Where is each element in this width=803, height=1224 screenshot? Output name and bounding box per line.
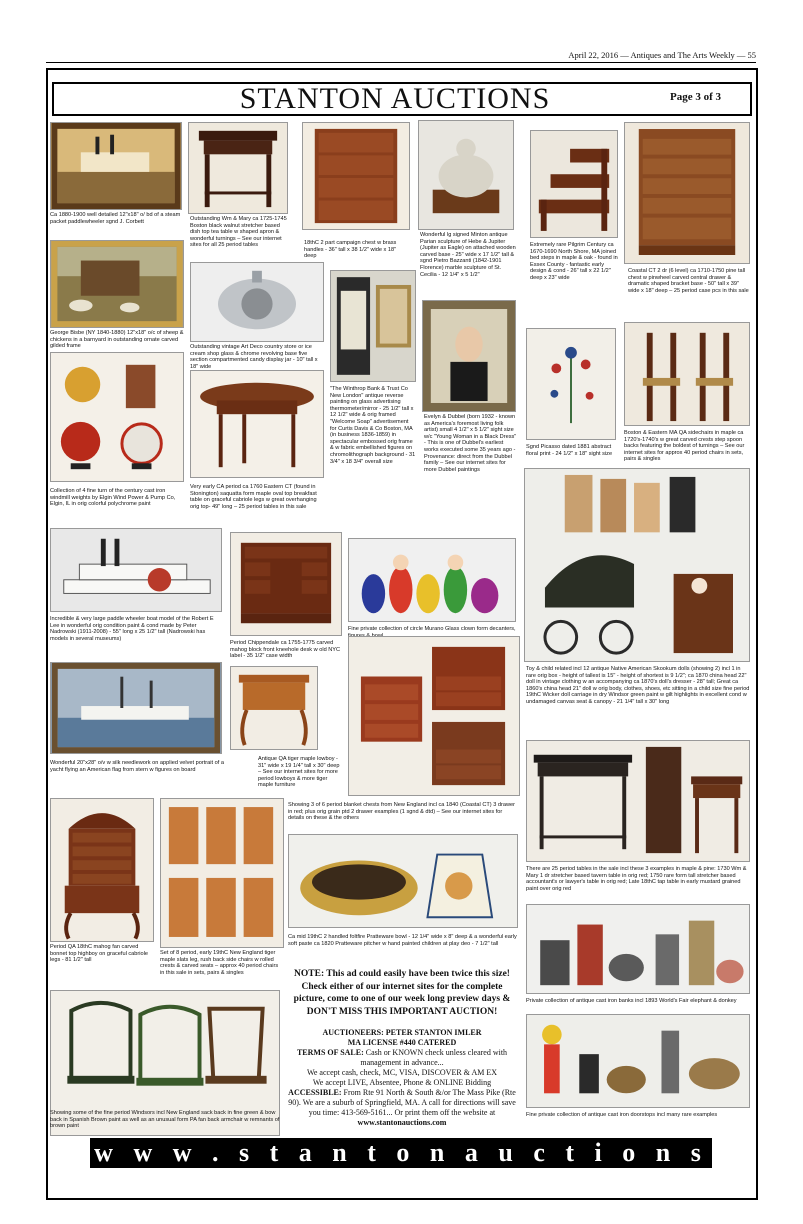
photo-highboy [50, 798, 154, 942]
caption-rush-chairs: Set of 8 period, early 19thC New England tiger maple slats leg, rush back side chairs w rolled crests & carved seats – approx 40 period chairs in this sale in sets, pairs & singles [160, 950, 279, 976]
caption-tavern-table: There are 25 period tables in the sale incl these 3 examples in maple & pine: 1730 Wm & Mary 1 dr stretcher based tavern table in orig red; 1750 rare form tall stretcher based accountant's or lawyer's table in orig red; Late 18thC tap table in early mustard grained paint over orig red [526, 866, 747, 892]
license-line: MA LICENSE #440 CATERED [347, 1038, 457, 1047]
caption-pottery: Ca mid 19thC 2 handled foltfire Pratteware bowl - 12 1/4" wide x 8" deep & a wonderful early soft paste ca 1820 Pratteware pitcher w hand painted children at play deo - 7 1/2" tall [288, 934, 517, 947]
caption-blanket-chests: Showing 3 of 6 period blanket chests from New England incl ca 1840 (Coastal CT) 3 drawer in red; plus orig grain ptd 2 drawer examples (1 sgnd & dtd) – See our internet sites for details on these & the others [288, 802, 515, 822]
photo-sidechairs [624, 322, 750, 426]
photo-riverboat-model [50, 528, 222, 612]
caption-riverboat-model: Incredible & very large paddle wheeler boat model of the Robert E Lee in wonderful orig condition paint & cond made by Peter Nadrowski (1911-2008) - 55" long x 25 1/2" tall (Nadrowski has models in several museums) [50, 616, 214, 642]
footer-website-banner[interactable]: w w w . s t a n t o n a u c t i o n s . c o m [90, 1138, 712, 1168]
caption-fraktur: Sgnd Picasso dated 1881 abstract floral print - 24 1/2" x 18" sight size [526, 444, 613, 457]
photo-pottery [288, 834, 518, 928]
access-text: From Rte 91 North & South &/or The Mass Pike (Rte 90). We are a suburb of Springfield, MA. A call for directions will save you time: 413-569-5161... Or print them off the website at [288, 1088, 516, 1117]
header-rule [46, 62, 756, 63]
terms-line [288, 1048, 516, 1068]
caption-windsors: Showing some of the fine period Windsors incl New England sack back in fine green & bow back in Spanish Brown paint as well as an unusual form PA fan back armchair w remnants of brown paint [50, 1110, 280, 1130]
photo-tavern-table [526, 740, 750, 862]
caption-weathervanes: Collection of 4 fine turn of the century cast iron windmill weights by Elgin Wind Power & Pump Co, Elgin, IL in orig colorful polychrome paint [50, 488, 176, 508]
access-label: ACCESSIBLE: [288, 1088, 342, 1097]
photo-dolls-carriage [524, 468, 750, 662]
caption-yacht-needlework: Wonderful 20"x28" o/v w silk needlework on applied velvet portrait of a yacht flying an American flag from stern w figures on board [50, 760, 224, 773]
page-indicator: Page 3 of 3 [670, 91, 722, 103]
photo-weathervanes [50, 352, 184, 482]
photo-steamboat-painting [50, 122, 182, 210]
caption-lowboy: Antique QA tiger maple lowboy - 31" wide x 19 1/4" tall x 30" deep – See our internet sites for more period lowboys & more tiger maple furniture [258, 756, 340, 789]
caption-candy-jar: Outstanding vintage Art Deco country store or ice cream shop glass & chrome revolving base five section compartmented candy display jar - 10" tall x 18" wide [190, 344, 318, 370]
photo-kneehole-desk [230, 532, 342, 636]
caption-kneehole-desk: Period Chippendale ca 1755-1775 carved mahog block front kneehole desk w old NYC label - 35 1/2" case width [230, 640, 341, 660]
website-link[interactable]: www.stantonauctions.com [357, 1118, 447, 1127]
caption-iron-banks: Private collection of antique cast iron banks incl 1893 World's Fair elephant & donkey [526, 998, 737, 1004]
photo-murano [348, 538, 516, 622]
caption-dubbel-portrait: Evelyn & Dubbel (born 1932 - known as America's foremost living folk artist) small 4 1/2" x 5 1/2" sight size w/c "Young Woman in a Black Dress" - This is one of Dubbel's earliest works executed some 35 years ago - Provenance: direct from the Dubbel family – See our internet sites for more Dubbel paintings [424, 414, 517, 473]
caption-dolls-carriage: Toy & child related incl 12 antique Native American Skookum dolls (showing 2) incl 1 in rare orig box - height of tallest is 15" - height of shortest is 9 1/2"; ca 1870 china head 22" doll in vintage clothing w an accompanying ca 1870's doll's dresser - 28" tall; Great ca 1860's china head 21" doll w orig body, clothes, shoes, etc sitting in a child size fine period 19thC Wicker doll carriage in dry Windsor green paint w gilt highlights in excellent cond w undamaged canvas seat & canopy - 21 1/4" tall x 30" long [526, 666, 750, 705]
caption-farm-painting: George Bisbe (NY 1840-1880) 12"x18" o/c of sheep & chickens in a barnyard in outstanding ornate carved gilded frame [50, 330, 184, 350]
photo-chest-on-frame [624, 122, 750, 264]
photo-pilgrim-steps [530, 130, 618, 238]
caption-steamboat-painting: Ca 1880-1900 well detailed 12"x18" o/ bd of a steam packet paddlewheeler sgnd J. Corbett [50, 212, 181, 225]
caption-campaign-chest: 18thC 2 part campaign chest w brass handles - 36" tall x 38 1/2" wide x 18" deep [304, 240, 397, 260]
photo-stretcher-table [188, 122, 288, 214]
bidding-line: We accept LIVE, Absentee, Phone & ONLINE Bidding [312, 1078, 492, 1087]
running-head: April 22, 2016 — Antiques and The Arts Weekly — 55 [568, 50, 756, 60]
photo-yacht-needlework [50, 662, 222, 754]
photo-dropleaf-table [190, 370, 324, 478]
photo-winthrop-glass [330, 270, 416, 382]
photo-fraktur [526, 328, 616, 440]
caption-highboy: Period QA 18thC mahog fan carved bonnet top highboy on graceful cabriole legs - 81 1/2" tall [50, 944, 148, 964]
photo-blanket-chests [348, 636, 520, 796]
preview-note: NOTE: This ad could easily have been twice this size! Check either of our internet sites for the complete picture, come to one of our week long preview days & DON'T MISS THIS IMPORTANT AUCTION! [293, 969, 511, 1017]
caption-minton-figure: Wonderful lg signed Minton antique Parian sculpture of Hebe & Jupiter (Jupiter as Eagle) on attached wooden carved base - 25" wide x 17 1/2" tall & sgnd Pietro Bazzanti (1842-1901 Florence) marble sculpture of St. Cecilia - 12 1/4" x 5 1/2" [420, 232, 516, 278]
caption-pilgrim-steps: Extremely rare Pilgrim Century ca 1670-1690 North Shore, MA joined bed steps in maple & oak - found in Essex County - fantastic early design & cond - 26" tall x 22 1/2" deep x 23" wide [530, 242, 618, 281]
photo-doorstops [526, 1014, 750, 1108]
photo-minton-figure [418, 120, 514, 230]
caption-winthrop-glass: "The Winthrop Bank & Trust Co New London" antique reverse painting on glass advertising thermometer/mirror - 25 1/2" tall x 12 1/2" wide & orig framed "Welcome Soap" advertisement for Curtis Davis & Co Boston, MA (in business 1836-1859) in spectacular embossed orig frame & w fabric embellished figures on chromolithograph background - 31 3/4" x 18 3/4" overall size [330, 386, 416, 465]
photo-campaign-chest [302, 122, 410, 230]
banner-title: STANTON AUCTIONS [239, 82, 551, 115]
terms-label: TERMS OF SALE: [296, 1048, 364, 1057]
cards-line: We accept cash, check, MC, VISA, DISCOVER & AM EX [306, 1068, 498, 1077]
caption-stretcher-table: Outstanding Wm & Mary ca 1725-1745 Boston black walnut stretcher based dish top tea table w shaped apron & wonderful turnings – See our internet sites for all 25 period tables [190, 216, 287, 249]
photo-candy-jar [190, 262, 324, 342]
access-line [288, 1088, 516, 1128]
caption-sidechairs: Boston & Eastern MA QA sidechairs in maple ca 1720's-1740's w great carved crests step spoon backs featuring the boldest of turnings – See our internet sites for approx 40 period chairs in sets, pairs & singles [624, 430, 745, 463]
photo-farm-painting [50, 240, 184, 328]
photo-rush-chairs [160, 798, 284, 948]
photo-iron-banks [526, 904, 750, 994]
auctioneers-line: AUCTIONEERS: PETER STANTON IMLER [322, 1028, 482, 1037]
caption-doorstops: Fine private collection of antique cast iron doorstops incl many rare examples [526, 1112, 718, 1118]
caption-dropleaf-table: Very early CA period ca 1760 Eastern CT (found in Stonington) saquatta form maple oval top breakfast table on graceful cabriole legs w great overhanging orig top- 49" long – 25 period tables in this sale [190, 484, 317, 510]
terms-text: Cash or KNOWN check unless cleared with management in advance... [360, 1048, 508, 1067]
caption-murano: Fine private collection of circle Murano Glass clown form decanters, [348, 626, 516, 632]
photo-lowboy [230, 666, 318, 750]
auction-info [288, 1028, 516, 1128]
photo-dubbel-portrait [422, 300, 516, 412]
caption-chest-on-frame: Coastal CT 2 dr (6 level) ca 1710-1750 pine tall chest w pinwheel carved central drawer & dramatic shaped bracket base - 50" tall x 39" wide x 18" deep – 25 period case pcs in this sale [628, 268, 749, 294]
